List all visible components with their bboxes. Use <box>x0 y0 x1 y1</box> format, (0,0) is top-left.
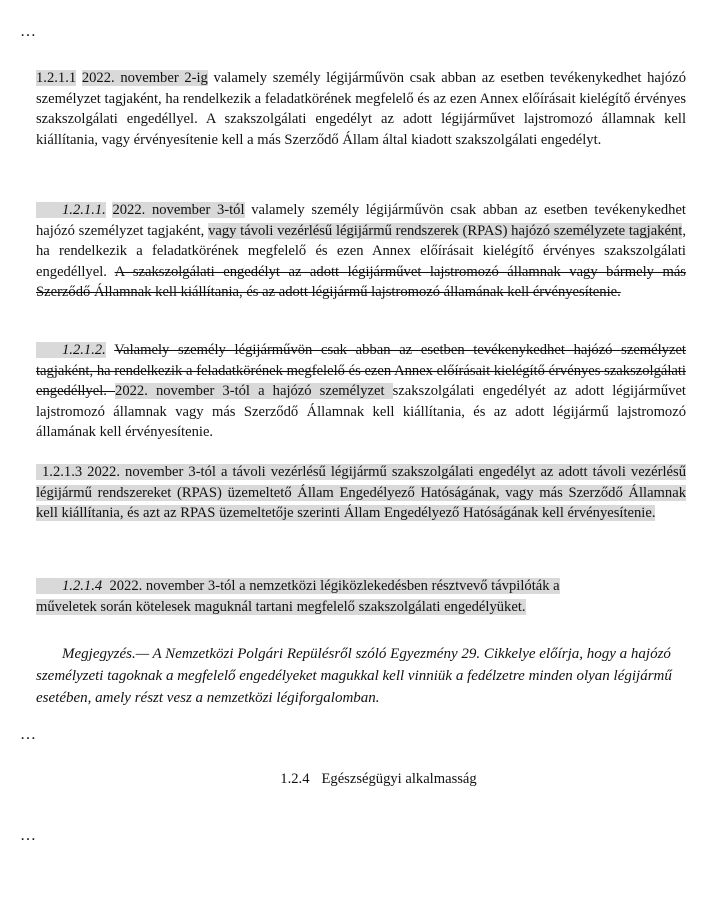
section-number: 1.2.1.1 <box>36 70 77 86</box>
note <box>36 643 696 709</box>
date-phrase: 2022. november 2-ig <box>81 70 208 86</box>
deleted-text: Valamely személy légijárművön csak abban az esetben tevékenykedhet hajózó személyzet tagjaként, ha rendelkezik a feladatkörének megfelelő és ezen Annex előírásait kielégítő érvényes szakszolgálati engedéllyel. <box>36 342 686 400</box>
ellipsis-top: … <box>20 23 37 40</box>
deleted-text: A szakszolgálati engedélyt az adott légijárművet lajstromozó államnak vagy bármely más Szerződő Államnak kell kiállítania, és az adott légijármű lajstromozó államának kell érvényesítenie. <box>36 263 686 301</box>
section-text: szakszolgálati engedélyét az adott légijárművet lajstromozó államnak vagy más Szerződő Államnak kell kiállítania, és az adott légijármű lajstromozó államának kell érvényesítenie. <box>36 383 686 441</box>
section-text-a: valamely személy légijárművön csak abban az esetben tevékenykedhet hajózó személyzet tagjaként, <box>36 202 686 239</box>
section-text-line2a: műveletek során kötelesek maguknál tartani megfelelő <box>36 598 355 615</box>
section-number: 1.2.1.4 <box>62 578 103 594</box>
date-phrase: 2022. november 3-tól <box>112 202 245 218</box>
section-1-2-1-2 <box>36 340 686 443</box>
section-text-line2b: szakszolgálati engedélyüket. <box>354 598 526 615</box>
ellipsis-bottom: … <box>20 827 37 844</box>
section-number: 1.2.1.2. <box>62 342 106 358</box>
section-number: 1.2.1.1. <box>62 202 106 218</box>
heading-title: Egészségügyi alkalmasság <box>321 771 477 787</box>
section-1-2-1-3 <box>36 462 686 524</box>
section-1-2-1-1-old <box>36 68 686 150</box>
note-text: — A Nemzetközi Polgári Repülésről szóló Egyezmény 29. Cikkelye előírja, hogy a hajózó személyzeti tagoknak a megfelelő engedélyeket magukkal kell vinniük a fedélzetre minden olyan légijármű esetében, amely részt vesz a nemzetközi légiforgalomban. <box>36 646 672 706</box>
inserted-text: 2022. november 3-tól a hajózó személyzet <box>115 383 393 400</box>
section-text-line1: 2022. november 3-tól a nemzetközi légiközlekedésben résztvevő távpilóták a <box>109 578 560 594</box>
section-1-2-1-4 <box>36 576 686 617</box>
section-text-b: , ha rendelkezik a feladatkörének megfelelő és ezen Annex előírásait kielégítő érvényes szakszolgálati engedéllyel. <box>36 222 686 280</box>
inserted-text: vagy távoli vezérlésű légijármű rendszerek (RPAS) hajózó személyzete tagjaként <box>208 222 683 239</box>
section-text: 2022. november 3-tól a távoli vezérlésű légijármű szakszolgálati engedélyt az adott távoli vezérlésű légijármű rendszereket (RPAS) üzemeltető Állam Engedélyező Hatóságának, vagy más Szerződő Államnak kell kiállítania, és azt az RPAS üzemeltetője szerinti Állam Engedélyező Hatóságának kell érvényesítenie. <box>36 464 686 522</box>
section-number: 1.2.1.3 <box>42 464 83 480</box>
section-heading-1-2-4 <box>0 769 721 789</box>
ellipsis-middle: … <box>20 726 37 743</box>
note-label: Megjegyzés. <box>62 646 136 662</box>
section-text: valamely személy légijárművön csak abban az esetben tevékenykedhet hajózó személyzet tagjaként, ha rendelkezik a feladatkörének megfelelő és az ezen Annex előírásait kielégítő érvényes szakszolgálati engedéllyel. A szakszolgálati engedélyt az adott légijárművet lajstromozó államnak kell kiállítania, vagy érvényesítenie kell a más Szerződő Állam által kiadott szakszolgálati engedélyt. <box>36 70 686 148</box>
heading-number: 1.2.4 <box>280 771 310 787</box>
section-1-2-1-1-new <box>36 200 686 303</box>
